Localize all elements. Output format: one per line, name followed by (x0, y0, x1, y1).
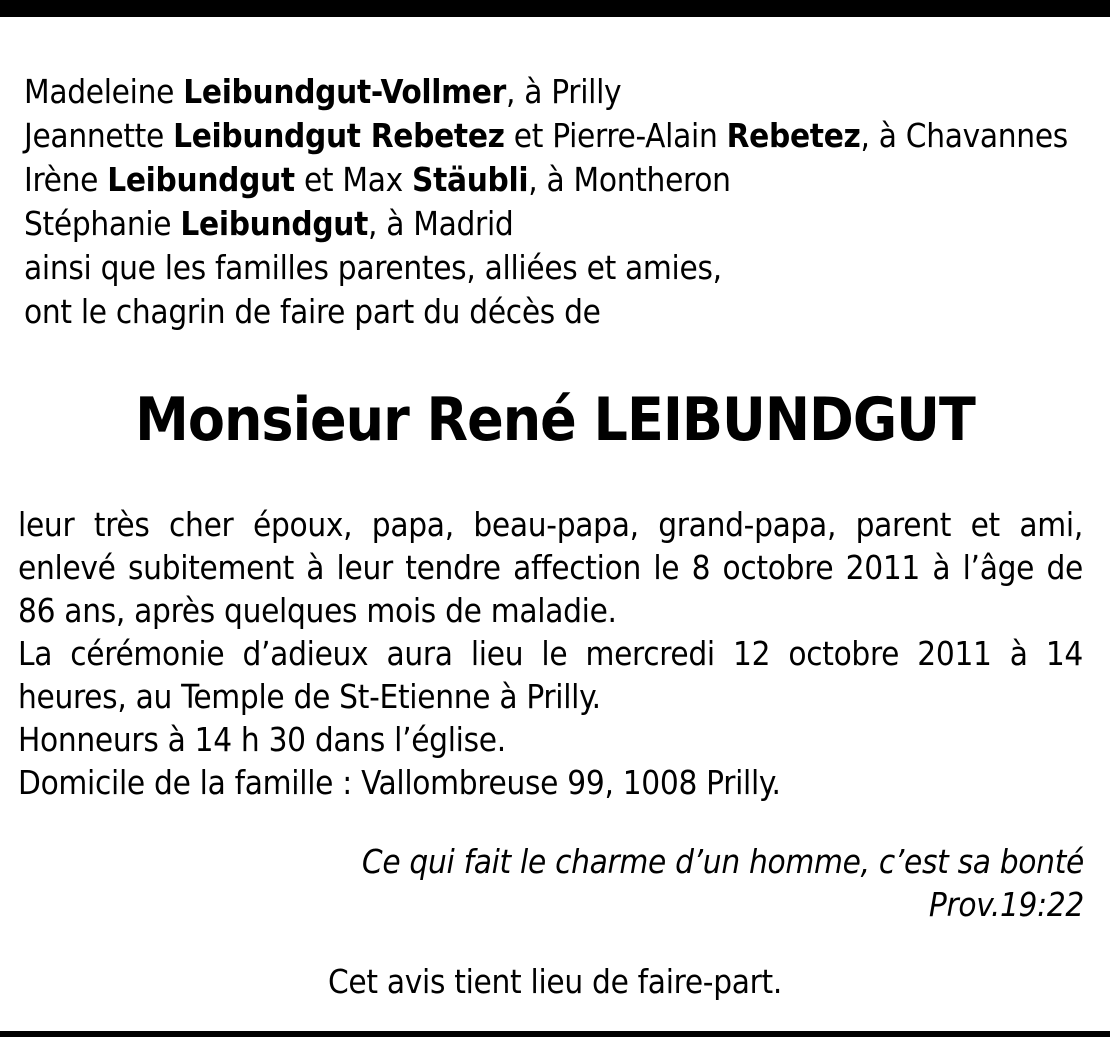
quote-text: Ce qui fait le charme d’un homme, c’est sa bonté (361, 842, 1084, 881)
family-text: et Pierre-Alain (504, 116, 727, 155)
family-surname: Stäubli (412, 160, 529, 199)
notice-body (18, 503, 1083, 804)
family-surname: Leibundgut (180, 204, 369, 243)
top-border-rule (0, 0, 1110, 17)
body-line: Domicile de la famille : Vallombreuse 99, 1008 Prilly. (18, 763, 781, 802)
body-line: La cérémonie d’adieux aura lieu le mercredi 12 octobre 2011 à 14 (18, 634, 1083, 673)
family-surname: Rebetez (726, 116, 861, 155)
body-line: enlevé subitement à leur tendre affection le 8 octobre 2011 à l’âge de (18, 548, 1083, 587)
family-text: ont le chagrin de faire part du décès de (24, 292, 601, 331)
body-line: heures, au Temple de St-Etienne à Prilly. (18, 677, 601, 716)
family-surname: Leibundgut Rebetez (173, 116, 505, 155)
family-text: Stéphanie (24, 204, 181, 243)
body-line: 86 ans, après quelques mois de maladie. (18, 591, 617, 630)
family-line (24, 246, 1068, 290)
family-line (24, 290, 1068, 334)
family-line (24, 70, 1068, 114)
body-line: leur très cher époux, papa, beau-papa, grand-papa, parent et ami, (18, 505, 1083, 544)
body-line: Honneurs à 14 h 30 dans l’église. (18, 720, 506, 759)
family-text: Madeleine (24, 72, 184, 111)
family-text: et Max (294, 160, 412, 199)
deceased-name: Monsieur René LEIBUNDGUT (135, 385, 975, 455)
family-text: , à Chavannes (860, 116, 1068, 155)
family-announcement (24, 70, 1068, 334)
family-text: Jeannette (24, 116, 174, 155)
bible-quote (362, 840, 1084, 926)
family-line (24, 158, 1068, 202)
family-surname: Leibundgut-Vollmer (183, 72, 506, 111)
family-text: , à Prilly (506, 72, 622, 111)
family-text: Irène (24, 160, 108, 199)
bottom-border-rule (0, 1031, 1110, 1037)
family-text: ainsi que les familles parentes, alliées et amies, (24, 248, 722, 287)
footer-note: Cet avis tient lieu de faire-part. (327, 962, 783, 1001)
quote-source: Prov.19:22 (928, 885, 1084, 924)
family-line (24, 114, 1068, 158)
family-text: , à Montheron (528, 160, 731, 199)
family-surname: Leibundgut (107, 160, 295, 199)
family-line (24, 202, 1068, 246)
family-text: , à Madrid (368, 204, 514, 243)
